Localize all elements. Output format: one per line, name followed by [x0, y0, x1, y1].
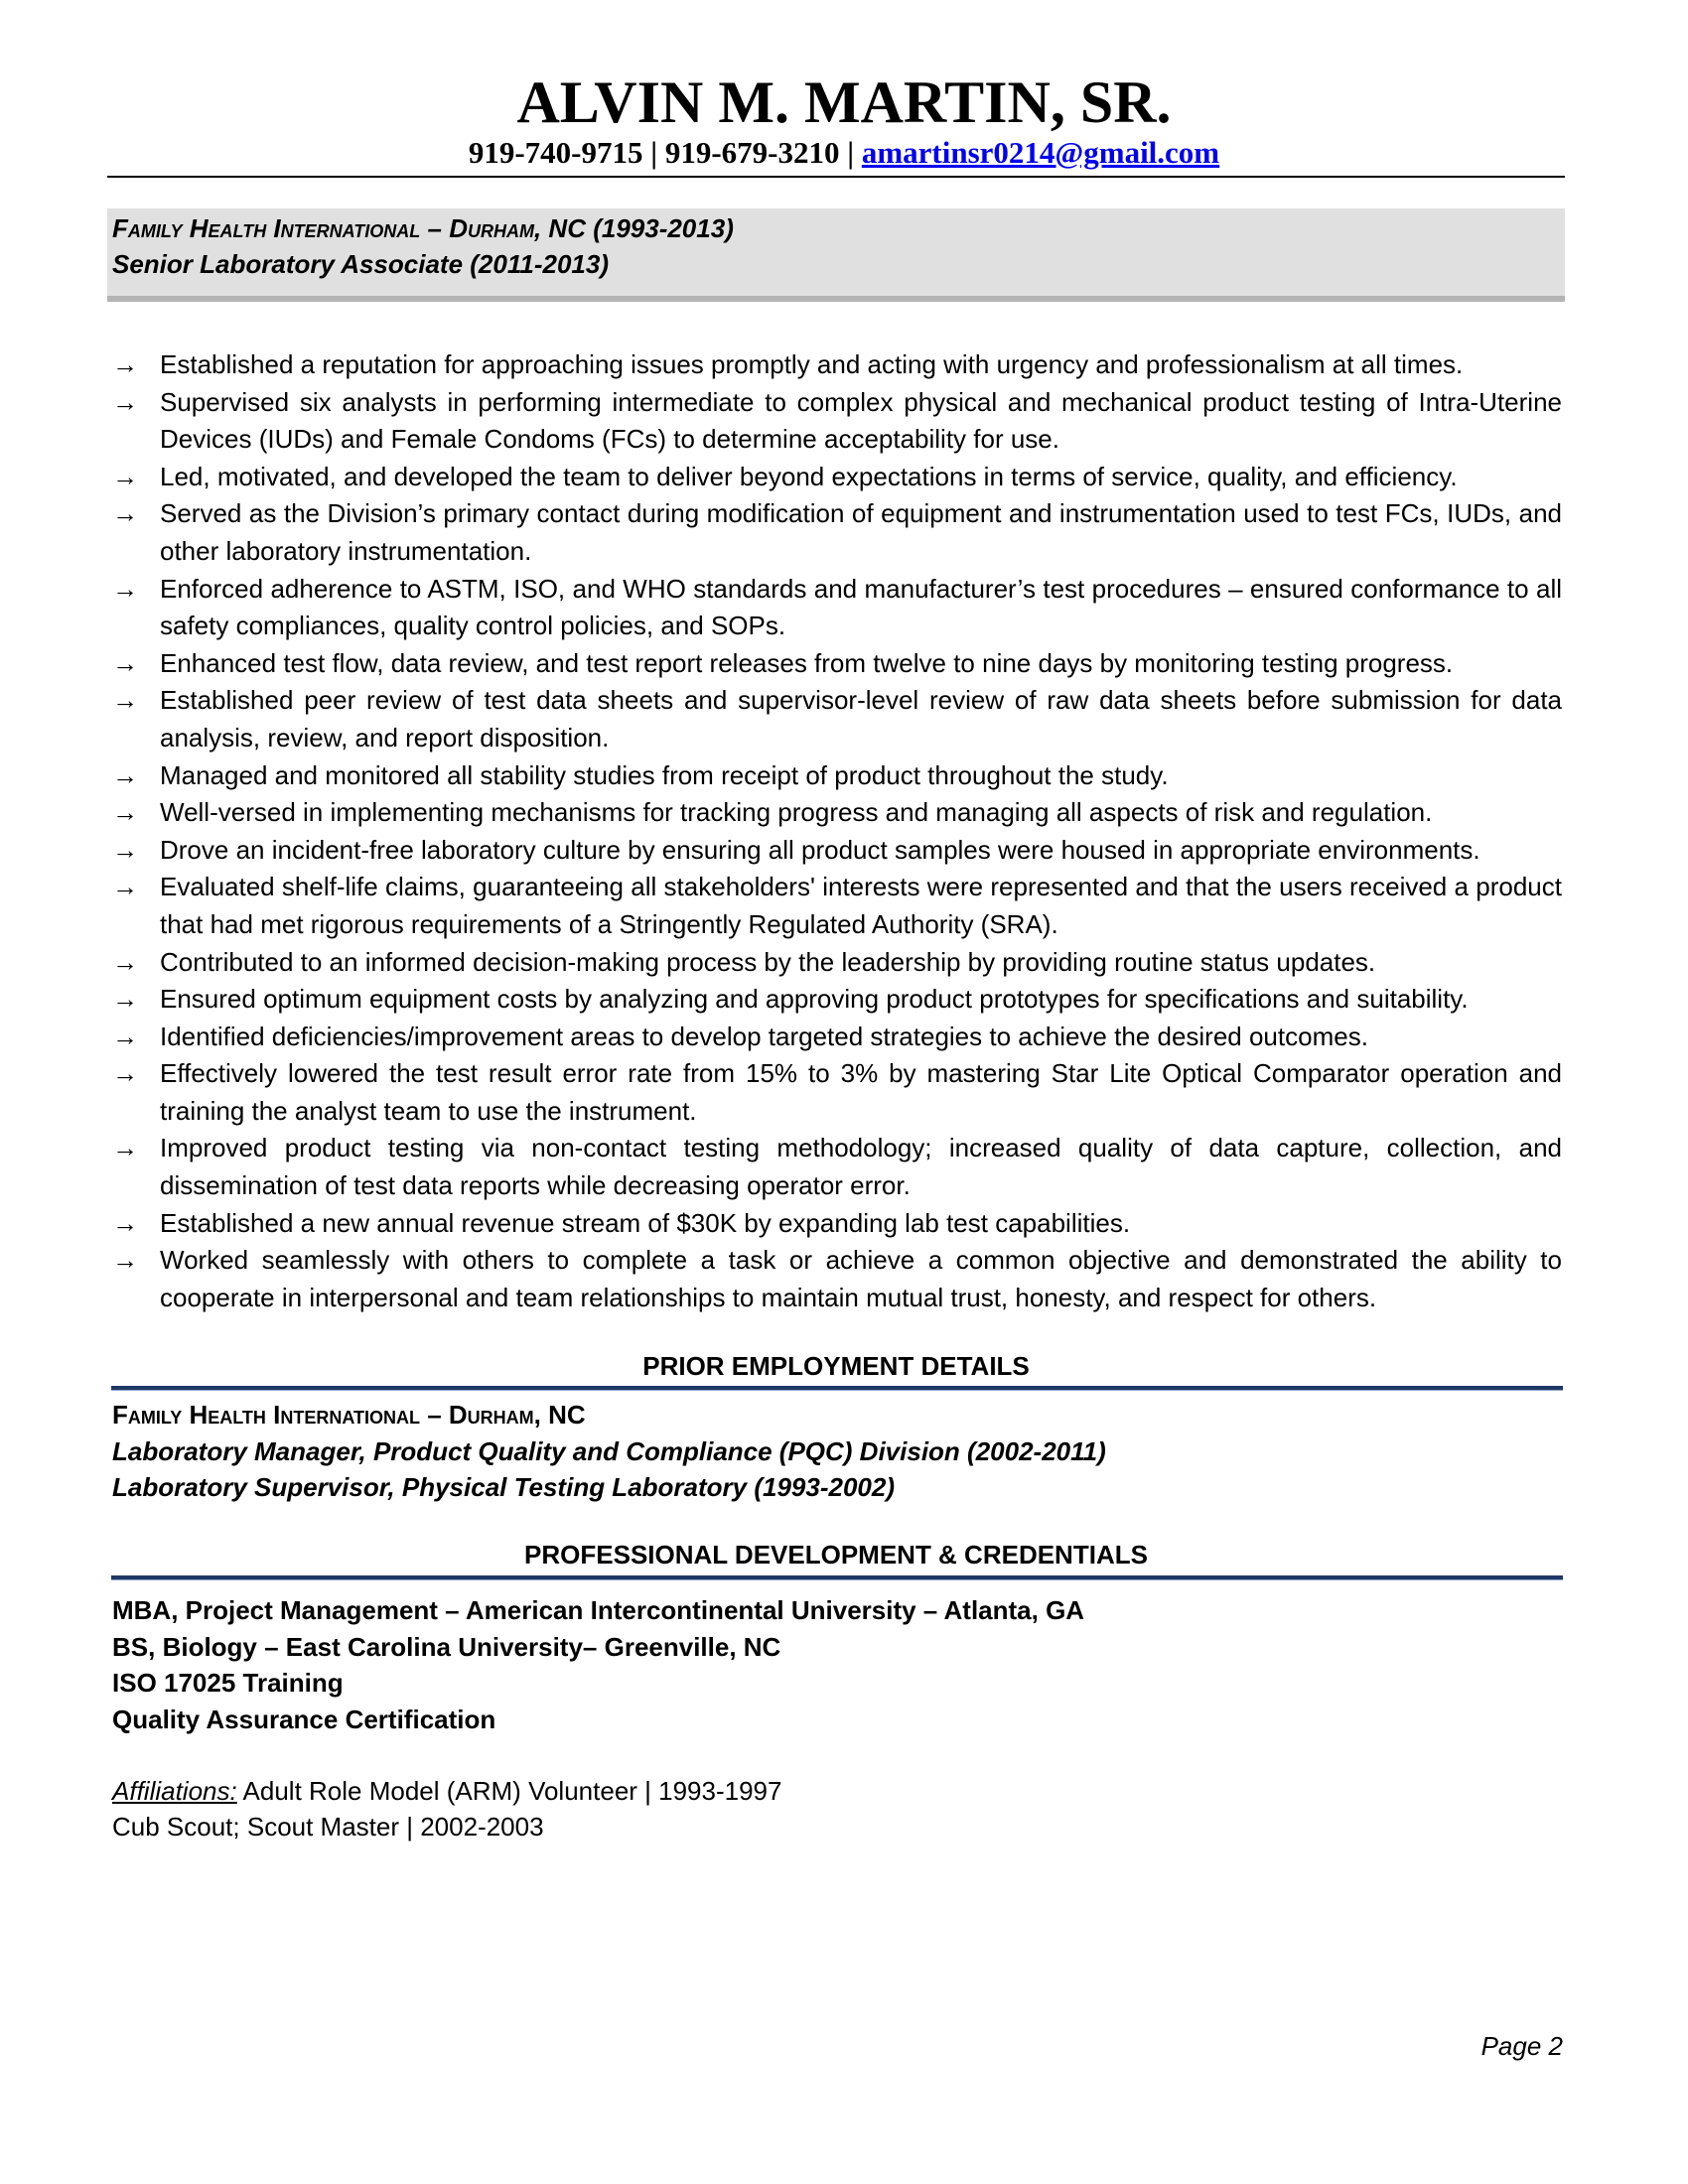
- arrow-right-icon: →: [112, 685, 138, 716]
- affiliation-line-1: [112, 1773, 781, 1810]
- arrow-right-icon: →: [112, 872, 138, 902]
- bullet-text: Established peer review of test data sheets and supervisor-level review of raw data sheets before submission for data analysis, review, and report disposition.: [160, 685, 1562, 752]
- bullet-item: [112, 346, 1562, 384]
- bullet-item: [112, 981, 1562, 1019]
- bullet-text: Enforced adherence to ASTM, ISO, and WHO standards and manufacturer’s test procedures – ensured conformance to all safety compliances, quality control policies, and SOPs.: [160, 573, 1562, 641]
- bullet-text: Established a reputation for approaching issues promptly and acting with urgency and professionalism at all times.: [160, 349, 1464, 379]
- bullet-text: Led, motivated, and developed the team to deliver beyond expectations in terms of service, quality, and efficiency.: [160, 461, 1458, 491]
- bullet-text: Evaluated shelf-life claims, guaranteeing all stakeholders' interests were represented and that the users received a product that had met rigorous requirements of a Stringently Regulated Authority (SRA).: [160, 872, 1562, 939]
- arrow-right-icon: →: [112, 797, 138, 828]
- prior-role-2: Laboratory Supervisor, Physical Testing Laboratory (1993-2002): [112, 1472, 895, 1502]
- current-title: Senior Laboratory Associate (2011-2013): [112, 249, 609, 279]
- arrow-right-icon: →: [112, 1058, 138, 1089]
- prior-company: Family Health International – Durham, NC: [112, 1400, 586, 1430]
- credential-item: BS, Biology – East Carolina University– Greenville, NC: [112, 1632, 781, 1662]
- section-rule: [111, 1386, 1563, 1391]
- bullet-text: Effectively lowered the test result error rate from 15% to 3% by mastering Star Lite Optical Comparator operation and training the analyst team to use the instrument.: [160, 1058, 1562, 1126]
- affiliation-line-2: Cub Scout; Scout Master | 2002-2003: [112, 1812, 544, 1842]
- bullet-item: [112, 1055, 1562, 1130]
- bullet-item: [112, 1205, 1562, 1243]
- credential-item: Quality Assurance Certification: [112, 1705, 496, 1734]
- header-rule: [107, 176, 1565, 178]
- phone-1: 919-740-9715: [468, 135, 643, 170]
- achievement-list: [112, 346, 1562, 1316]
- email-link[interactable]: amartinsr0214@gmail.com: [861, 135, 1220, 170]
- section-heading-credentials: PROFESSIONAL DEVELOPMENT & CREDENTIALS: [524, 1540, 1148, 1570]
- bullet-item: [112, 757, 1562, 795]
- bullet-text: Established a new annual revenue stream of $30K by expanding lab test capabilities.: [160, 1207, 1131, 1238]
- arrow-right-icon: →: [112, 386, 138, 417]
- credential-item: MBA, Project Management – American Intercontinental University – Atlanta, GA: [112, 1595, 1085, 1625]
- page-number: Page 2: [1480, 2031, 1563, 2061]
- bullet-item: [112, 495, 1562, 570]
- arrow-right-icon: →: [112, 946, 138, 977]
- bullet-text: Ensured optimum equipment costs by analyzing and approving product prototypes for specifications and suitability.: [160, 984, 1469, 1015]
- bullet-item: [112, 869, 1562, 943]
- arrow-right-icon: →: [112, 759, 138, 790]
- current-job-box: [107, 208, 1565, 302]
- phone-2: 919-679-3210: [664, 135, 840, 170]
- bullet-text: Worked seamlessly with others to complete a task or achieve a common objective and demonstrated the ability to cooperate in interpersonal and team relationships to maintain mutual trust, honesty, and respect for others.: [160, 1245, 1562, 1312]
- current-company: Family Health International – Durham, NC (1993-2013): [112, 213, 734, 243]
- bullet-item: [112, 1019, 1562, 1056]
- bullet-text: Well-versed in implementing mechanisms for tracking progress and managing all aspects of risk and regulation.: [160, 797, 1433, 828]
- bullet-item: [112, 384, 1562, 459]
- bullet-item: [112, 645, 1562, 683]
- credential-item: ISO 17025 Training: [112, 1668, 344, 1698]
- bullet-text: Managed and monitored all stability studies from receipt of product throughout the study.: [160, 759, 1169, 790]
- arrow-right-icon: →: [112, 834, 138, 865]
- bullet-text: Identified deficiencies/improvement areas to develop targeted strategies to achieve the desired outcomes.: [160, 1021, 1368, 1051]
- bullet-text: Drove an incident-free laboratory culture by ensuring all product samples were housed in appropriate environments.: [160, 834, 1480, 865]
- arrow-right-icon: →: [112, 461, 138, 491]
- bullet-item: [112, 682, 1562, 756]
- bullet-item: [112, 1130, 1562, 1204]
- arrow-right-icon: →: [112, 498, 138, 529]
- arrow-right-icon: →: [112, 573, 138, 604]
- arrow-right-icon: →: [112, 349, 138, 379]
- arrow-right-icon: →: [112, 1021, 138, 1051]
- section-rule: [111, 1575, 1563, 1580]
- bullet-item: [112, 1242, 1562, 1316]
- bullet-item: [112, 571, 1562, 645]
- candidate-name: ALVIN M. MARTIN, SR.: [516, 69, 1172, 135]
- bullet-item: [112, 794, 1562, 832]
- bullet-text: Served as the Division’s primary contact during modification of equipment and instrumentation used to test FCs, IUDs, and other laboratory instrumentation.: [160, 498, 1562, 566]
- arrow-right-icon: →: [112, 647, 138, 678]
- bullet-text: Enhanced test flow, data review, and test report releases from twelve to nine days by monitoring testing progress.: [160, 647, 1454, 678]
- affiliations-label: Affiliations:: [112, 1776, 237, 1806]
- section-heading-prior: PRIOR EMPLOYMENT DETAILS: [642, 1351, 1030, 1381]
- arrow-right-icon: →: [112, 1207, 138, 1238]
- arrow-right-icon: →: [112, 1245, 138, 1276]
- separator: |: [650, 135, 658, 170]
- separator: |: [847, 135, 855, 170]
- bullet-item: [112, 459, 1562, 496]
- bullet-item: [112, 832, 1562, 870]
- bullet-text: Contributed to an informed decision-making process by the leadership by providing routine status updates.: [160, 946, 1376, 977]
- prior-role-1: Laboratory Manager, Product Quality and Compliance (PQC) Division (2002-2011): [112, 1436, 1106, 1466]
- bullet-text: Supervised six analysts in performing intermediate to complex physical and mechanical product testing of Intra-Uterine Devices (IUDs) and Female Condoms (FCs) to determine acceptability for use.: [160, 386, 1562, 455]
- bullet-item: [112, 944, 1562, 982]
- contact-line: [0, 133, 1688, 173]
- affiliation-text: Adult Role Model (ARM) Volunteer | 1993-1997: [242, 1776, 782, 1806]
- arrow-right-icon: →: [112, 1133, 138, 1163]
- bullet-text: Improved product testing via non-contact testing methodology; increased quality of data capture, collection, and dissemination of test data reports while decreasing operator error.: [160, 1133, 1562, 1201]
- arrow-right-icon: →: [112, 984, 138, 1015]
